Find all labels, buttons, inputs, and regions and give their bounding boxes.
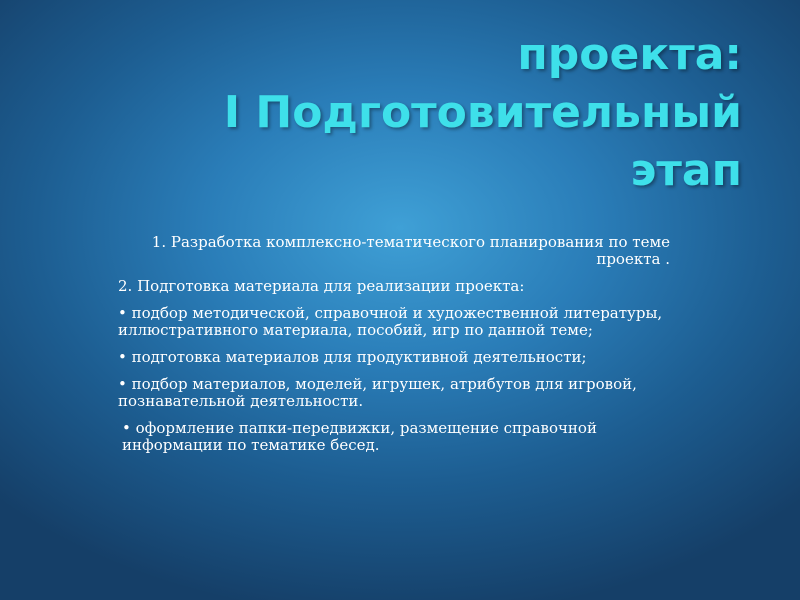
title-line-top (42, 0, 742, 26)
body-item-5: • подбор материалов, моделей, игрушек, атрибутов для игровой, познавательной деятельности. (118, 375, 637, 410)
body-item-2: 2. Подготовка материала для реализации проекта: (118, 277, 525, 295)
title-line-2: I Подготовительный (223, 87, 742, 138)
title-line-3: этап (630, 145, 742, 196)
body-item-6: • оформление папки-передвижки, размещение справочной информации по тематике бесед. (122, 419, 597, 454)
slide-title (42, 0, 742, 200)
title-line-1: проекта: (517, 29, 742, 80)
body-item-4: • подготовка материалов для продуктивной деятельности; (118, 348, 587, 366)
body-item-3: • подбор методической, справочной и художественной литературы, иллюстративного материала, пособий, игр по данной теме; (118, 304, 663, 339)
body-item-1: 1. Разработка комплексно-тематического планирования по теме проекта . (151, 233, 670, 268)
slide-body (118, 234, 678, 464)
